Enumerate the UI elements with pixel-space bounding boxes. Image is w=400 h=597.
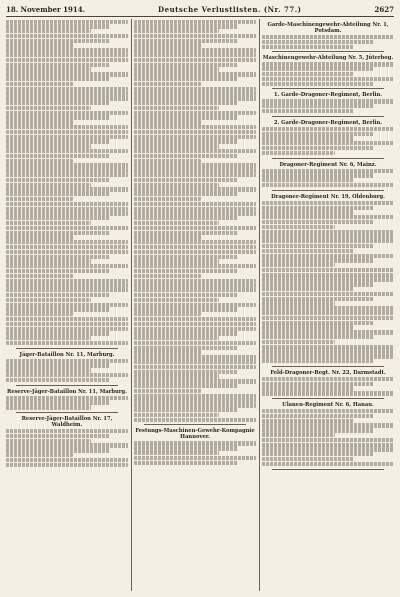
section-rule — [272, 398, 384, 399]
casualty-entry-line — [134, 106, 219, 110]
casualty-entry-line — [134, 187, 256, 191]
casualty-entry-line — [6, 235, 73, 239]
casualty-entry-line — [134, 39, 238, 43]
casualty-entry-line — [134, 317, 256, 321]
casualty-entry-line — [262, 345, 394, 349]
section-rule — [272, 366, 384, 367]
header-page-number: 2627 — [374, 4, 394, 14]
casualty-entry-line — [262, 132, 374, 136]
casualty-entry-line — [6, 53, 128, 57]
casualty-entry-line — [134, 398, 256, 402]
casualty-entry-line — [6, 307, 110, 311]
casualty-entry-line — [6, 458, 128, 462]
casualty-entry-line — [134, 350, 201, 354]
casualty-entry-line — [6, 216, 110, 220]
casualty-entry-line — [6, 207, 128, 211]
casualty-entry-line — [6, 327, 128, 331]
casualty-entry-line — [6, 77, 110, 81]
casualty-entry-line — [6, 373, 128, 377]
casualty-entry-line — [134, 346, 238, 350]
regiment-heading: Reserve-Jäger-Bataillon Nr. 11, Marburg. — [7, 388, 127, 395]
casualty-entry-line — [6, 298, 91, 302]
casualty-entry-line — [6, 58, 128, 62]
casualty-entry-line — [134, 269, 238, 273]
casualty-entry-line — [262, 234, 394, 238]
casualty-entry-line — [6, 288, 128, 292]
casualty-entry-line — [134, 384, 238, 388]
regiment-heading: Garde-Maschinengewehr-Abteilung Nr. 1, Potsdam. — [267, 22, 389, 34]
casualty-entry-line — [134, 408, 238, 412]
casualty-entry-line — [262, 311, 394, 315]
casualty-entry-line — [262, 452, 374, 456]
header-rule — [6, 16, 394, 17]
casualty-entry-line — [134, 274, 201, 278]
section-rule — [16, 348, 118, 349]
casualty-entry-line — [6, 120, 73, 124]
casualty-entry-line — [134, 231, 238, 235]
casualty-entry-line — [134, 130, 256, 134]
casualty-entry-line — [6, 135, 128, 139]
casualty-entry-line — [134, 173, 256, 177]
casualty-entry-line — [262, 443, 394, 447]
regiment-heading: Dragoner-Regiment Nr. 6, Mainz. — [279, 161, 377, 168]
casualty-entry-line — [262, 215, 394, 219]
casualty-entry-line — [134, 245, 256, 249]
casualty-entry-line — [6, 24, 110, 28]
regiment-heading: Dragoner-Regiment Nr. 19, Oldenburg. — [271, 193, 385, 200]
section-rule — [272, 88, 384, 89]
regiment-heading: Festungs-Maschinen-Gewehr-Kompagnie Hannover. — [135, 428, 255, 441]
page-header — [6, 3, 394, 15]
casualty-entry-line — [134, 87, 256, 91]
section-rule — [272, 158, 384, 159]
casualty-entry-line — [6, 163, 128, 167]
casualty-entry-line — [134, 183, 219, 187]
casualty-entry-line — [6, 130, 128, 134]
casualty-entry-line — [134, 67, 219, 71]
section-rule — [16, 412, 118, 413]
casualty-entry-line — [6, 453, 73, 457]
regiment-heading: Jäger-Bataillon Nr. 11, Marburg. — [19, 351, 115, 358]
casualty-entry-line — [134, 331, 238, 335]
casualty-entry-line — [262, 254, 394, 258]
casualty-entry-line — [262, 292, 394, 296]
casualty-entry-line — [134, 221, 219, 225]
casualty-entry-line — [134, 341, 256, 345]
casualty-entry-line — [134, 63, 238, 67]
section-rule — [272, 190, 384, 191]
regiment-heading: Reserve-Jäger-Bataillon Nr. 17, Waldheim. — [21, 416, 113, 429]
column-right — [262, 19, 394, 591]
casualty-entry-line — [6, 439, 91, 443]
casualty-entry-line — [134, 255, 238, 259]
casualty-entry-line — [6, 67, 91, 71]
casualty-entry-line — [134, 154, 238, 158]
casualty-entry-line — [262, 354, 394, 358]
casualty-entry-line — [6, 211, 128, 215]
casualty-entry-line — [134, 446, 238, 450]
casualty-entry-line — [134, 322, 256, 326]
casualty-entry-line — [6, 101, 110, 105]
casualty-entry-line — [262, 141, 394, 145]
casualty-entry-line — [134, 250, 256, 254]
section-rule — [272, 116, 384, 117]
casualty-entry-line — [262, 72, 354, 76]
casualty-entry-line — [6, 363, 110, 367]
casualty-entry-line — [134, 394, 256, 398]
casualty-entry-line — [262, 340, 335, 344]
casualty-entry-line — [134, 288, 256, 292]
casualty-entry-line — [262, 457, 354, 461]
casualty-entry-line — [6, 29, 91, 33]
casualty-entry-line — [134, 43, 201, 47]
casualty-entry-line — [6, 111, 128, 115]
casualty-entry-line — [6, 317, 128, 321]
casualty-entry-line — [6, 43, 73, 47]
casualty-entry-line — [134, 207, 256, 211]
casualty-entry-line — [134, 96, 256, 100]
casualty-entry-line — [134, 327, 256, 331]
casualty-entry-line — [6, 139, 110, 143]
casualty-entry-line — [262, 169, 394, 173]
casualty-entry-line — [134, 77, 238, 81]
casualty-entry-line — [6, 159, 73, 163]
section-rule — [272, 469, 384, 470]
casualty-entry-line — [6, 178, 110, 182]
casualty-entry-line — [6, 192, 110, 196]
casualty-entry-line — [262, 321, 374, 325]
casualty-entry-line — [6, 96, 128, 100]
casualty-entry-line — [134, 125, 256, 129]
casualty-entry-line — [134, 159, 201, 163]
casualty-entry-line — [134, 240, 256, 244]
casualty-entry-line — [134, 461, 238, 465]
casualty-entry-line — [134, 355, 256, 359]
casualty-entry-line — [262, 277, 394, 281]
casualty-entry-line — [6, 197, 73, 201]
casualty-entry-line — [262, 178, 354, 182]
casualty-entry-line — [262, 173, 374, 177]
casualty-entry-line — [262, 151, 335, 155]
regiment-heading: 2. Garde-Dragoner-Regiment, Berlin. — [273, 119, 383, 126]
column-divider — [259, 19, 260, 591]
casualty-entry-line — [6, 259, 91, 263]
casualty-entry-line — [262, 104, 374, 108]
casualty-entry-line — [134, 298, 219, 302]
section-rule — [16, 385, 118, 386]
casualty-entry-line — [262, 359, 374, 363]
regiment-heading: 1. Garde-Dragoner-Regiment, Berlin. — [273, 92, 383, 99]
casualty-entry-line — [6, 63, 110, 67]
casualty-entry-line — [134, 48, 256, 52]
casualty-entry-line — [262, 220, 374, 224]
casualty-entry-line — [262, 287, 354, 291]
casualty-entry-line — [6, 463, 128, 467]
casualty-entry-line — [6, 303, 128, 307]
casualty-entry-line — [262, 335, 374, 339]
casualty-entry-line — [6, 443, 128, 447]
casualty-entry-line — [6, 255, 110, 259]
casualty-entry-line — [6, 396, 128, 400]
casualty-entry-line — [262, 391, 394, 395]
casualty-entry-line — [6, 400, 110, 404]
casualty-entry-line — [6, 274, 73, 278]
casualty-entry-line — [262, 382, 374, 386]
casualty-entry-line — [262, 67, 374, 71]
casualty-entry-line — [6, 336, 91, 340]
casualty-entry-line — [134, 20, 256, 24]
casualty-entry-line — [262, 183, 394, 187]
casualty-entry-line — [262, 35, 394, 39]
casualty-entry-line — [134, 293, 238, 297]
casualty-entry-line — [134, 211, 256, 215]
casualty-entry-line — [6, 322, 128, 326]
casualty-entry-line — [262, 268, 394, 272]
casualty-entry-line — [134, 307, 238, 311]
casualty-entry-line — [134, 235, 201, 239]
casualty-entry-line — [6, 434, 110, 438]
casualty-entry-line — [6, 293, 110, 297]
casualty-entry-line — [6, 20, 128, 24]
casualty-entry-line — [6, 245, 128, 249]
casualty-entry-line — [262, 244, 374, 248]
casualty-entry-line — [6, 429, 128, 433]
casualty-entry-line — [262, 136, 354, 140]
casualty-entry-line — [134, 202, 256, 206]
casualty-entry-line — [134, 379, 256, 383]
casualty-entry-line — [134, 197, 201, 201]
casualty-entry-line — [6, 331, 110, 335]
casualty-entry-line — [6, 144, 91, 148]
casualty-entry-line — [262, 62, 394, 66]
section-rule — [144, 424, 246, 425]
casualty-entry-line — [262, 127, 394, 131]
casualty-entry-line — [6, 341, 128, 345]
casualty-entry-line — [134, 178, 238, 182]
casualty-entry-line — [262, 258, 374, 262]
casualty-entry-line — [262, 230, 394, 234]
casualty-entry-line — [6, 240, 128, 244]
casualty-entry-line — [6, 359, 128, 363]
casualty-entry-line — [6, 82, 73, 86]
casualty-entry-line — [6, 106, 91, 110]
casualty-entry-line — [6, 264, 128, 268]
casualty-entry-line — [6, 312, 73, 316]
casualty-entry-line — [6, 187, 128, 191]
casualty-entry-line — [262, 306, 394, 310]
casualty-entry-line — [262, 377, 394, 381]
casualty-entry-line — [262, 301, 335, 305]
casualty-entry-line — [134, 168, 256, 172]
casualty-entry-line — [262, 423, 394, 427]
casualty-entry-line — [262, 239, 394, 243]
casualty-entry-line — [262, 109, 354, 113]
casualty-entry-line — [6, 279, 128, 283]
casualty-entry-line — [262, 419, 354, 423]
casualty-entry-line — [262, 325, 354, 329]
casualty-entry-line — [6, 173, 128, 177]
casualty-entry-line — [134, 72, 256, 76]
casualty-entry-line — [134, 34, 256, 38]
casualty-entry-line — [134, 135, 256, 139]
casualty-entry-line — [134, 283, 256, 287]
casualty-entry-line — [6, 202, 128, 206]
casualty-entry-line — [6, 221, 91, 225]
casualty-entry-line — [262, 462, 394, 466]
casualty-entry-line — [134, 82, 201, 86]
casualty-entry-line — [134, 216, 238, 220]
casualty-entry-line — [6, 87, 128, 91]
casualty-entry-line — [134, 312, 201, 316]
casualty-entry-line — [134, 58, 256, 62]
header-title: Deutsche Verlustlisten. (Nr. 77.) — [158, 4, 302, 14]
header-date: 18. November 1914. — [6, 4, 86, 14]
casualty-entry-line — [134, 139, 238, 143]
casualty-entry-line — [134, 53, 256, 57]
casualty-entry-line — [6, 168, 128, 172]
casualty-entry-line — [6, 115, 110, 119]
casualty-entry-line — [134, 403, 256, 407]
casualty-entry-line — [6, 283, 128, 287]
casualty-entry-line — [262, 210, 354, 214]
casualty-entry-line — [262, 273, 394, 277]
casualty-entry-line — [134, 456, 256, 460]
casualty-entry-line — [262, 433, 335, 437]
casualty-entry-line — [6, 448, 110, 452]
casualty-entry-line — [262, 349, 394, 353]
casualty-entry-line — [262, 225, 335, 229]
casualty-entry-line — [6, 125, 128, 129]
section-rule — [272, 51, 384, 52]
casualty-entry-line — [262, 330, 394, 334]
casualty-entry-line — [134, 144, 219, 148]
casualty-entry-line — [6, 183, 91, 187]
regiment-heading: Maschinengewehr-Abteilung Nr. 5, Jüterbog. — [262, 55, 394, 62]
casualty-entry-line — [134, 360, 256, 364]
casualty-entry-line — [262, 82, 374, 86]
column-divider — [131, 19, 132, 591]
casualty-entry-line — [134, 279, 256, 283]
casualty-entry-line — [262, 249, 354, 253]
casualty-entry-line — [134, 413, 219, 417]
casualty-entry-line — [6, 231, 110, 235]
casualty-entry-line — [262, 77, 394, 81]
casualty-entry-line — [262, 428, 374, 432]
casualty-entry-line — [262, 447, 394, 451]
casualty-entry-line — [6, 91, 128, 95]
casualty-entry-line — [6, 226, 128, 230]
casualty-entry-line — [134, 115, 238, 119]
casualty-entry-line — [134, 365, 256, 369]
casualty-entry-line — [262, 206, 374, 210]
casualty-entry-line — [134, 303, 256, 307]
casualty-entry-line — [134, 418, 256, 422]
casualty-entry-line — [262, 414, 374, 418]
regiment-heading: Ulanen-Regiment Nr. 6, Hanau. — [282, 402, 374, 409]
casualty-entry-line — [262, 409, 394, 413]
casualty-entry-line — [134, 336, 219, 340]
casualty-entry-line — [134, 451, 219, 455]
casualty-entry-line — [262, 282, 374, 286]
casualty-entry-line — [134, 374, 219, 378]
casualty-entry-line — [6, 378, 110, 382]
casualty-entry-line — [6, 39, 110, 43]
casualty-entry-line — [6, 48, 128, 52]
casualty-entry-line — [134, 259, 219, 263]
casualty-entry-line — [6, 149, 128, 153]
casualty-entry-line — [134, 370, 238, 374]
casualty-entry-line — [262, 438, 394, 442]
column-left — [6, 19, 128, 591]
casualty-entry-line — [134, 111, 256, 115]
column-middle — [134, 19, 256, 591]
casualty-entry-line — [262, 40, 374, 44]
casualty-entry-line — [6, 72, 128, 76]
casualty-entry-line — [134, 29, 219, 33]
casualty-entry-line — [134, 441, 256, 445]
casualty-entry-line — [134, 120, 201, 124]
casualty-entry-line — [134, 24, 238, 28]
casualty-entry-line — [6, 250, 128, 254]
casualty-entry-line — [134, 226, 256, 230]
casualty-entry-line — [134, 389, 201, 393]
casualty-entry-line — [262, 263, 335, 267]
casualty-entry-line — [6, 34, 128, 38]
casualty-entry-line — [262, 297, 374, 301]
casualty-entry-line — [134, 192, 238, 196]
casualty-entry-line — [134, 149, 256, 153]
casualty-entry-line — [134, 101, 238, 105]
casualty-entry-line — [262, 316, 394, 320]
casualty-entry-line — [262, 146, 374, 150]
casualty-entry-line — [6, 269, 110, 273]
regiment-heading: Feld-Dragoner-Regt. Nr. 22, Darmstadt. — [270, 369, 386, 376]
casualty-entry-line — [6, 368, 91, 372]
casualty-entry-line — [134, 264, 256, 268]
casualty-entry-line — [6, 154, 110, 158]
casualty-entry-line — [134, 163, 256, 167]
casualty-entry-line — [262, 45, 354, 49]
casualty-entry-line — [134, 91, 256, 95]
casualty-entry-line — [262, 386, 354, 390]
casualty-entry-line — [262, 201, 394, 205]
casualty-entry-line — [262, 99, 394, 103]
casualty-entry-line — [6, 405, 91, 409]
